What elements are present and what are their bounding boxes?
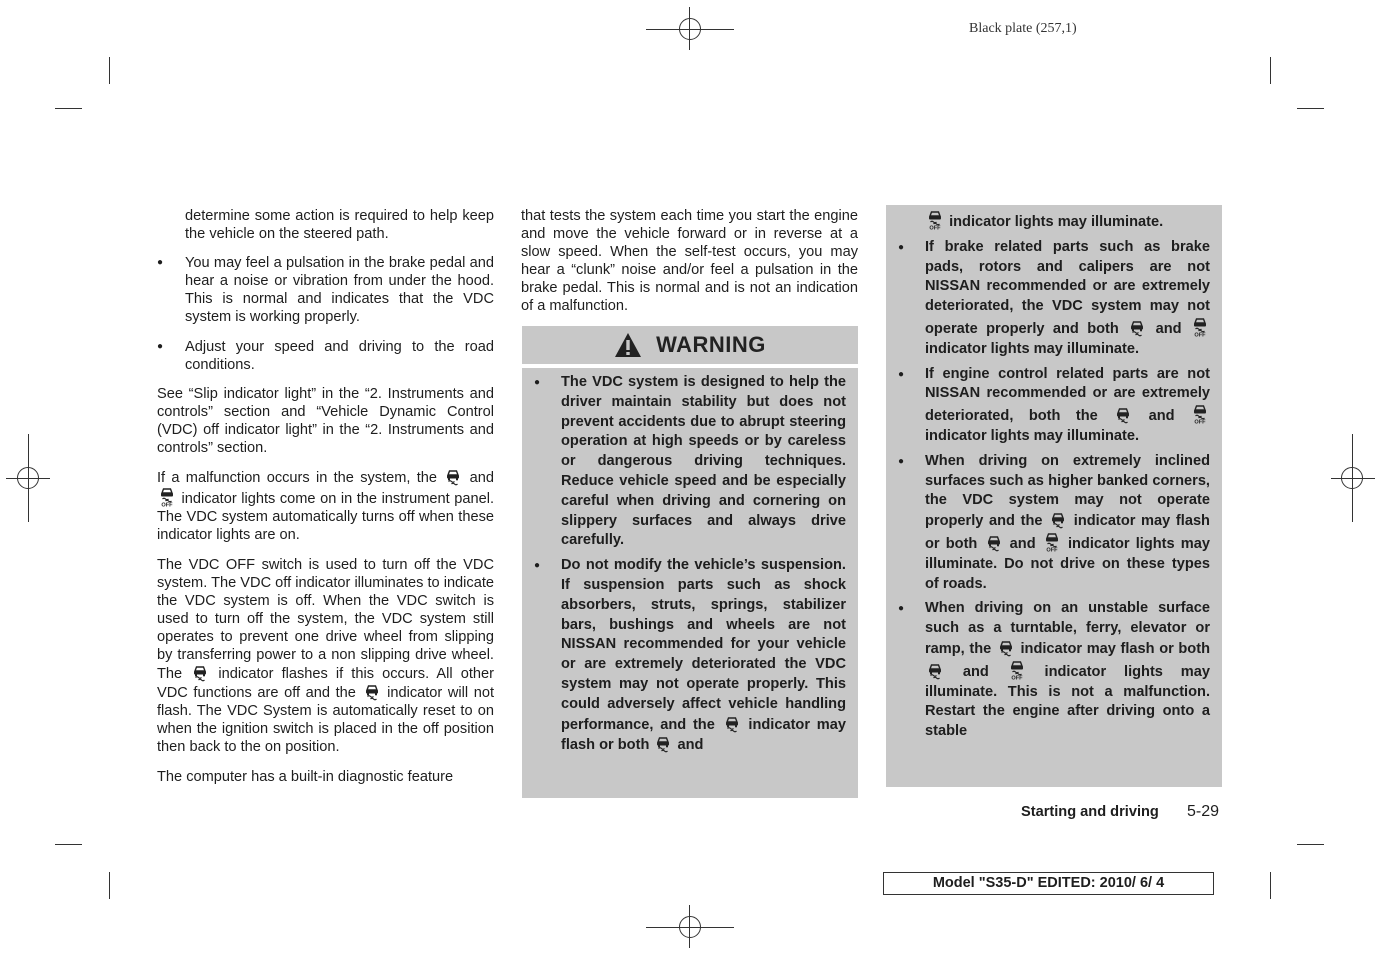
vdc-off-indicator-icon [1192,404,1208,424]
paragraph: The computer has a built-in diagnostic feature [157,768,454,785]
vdc-off-indicator-icon [927,210,943,230]
plate-label: Black plate (257,1) [969,21,1077,36]
bullet-item: ● Adjust your speed and driving to the road conditions. [157,338,494,374]
column-middle [521,207,858,316]
vdc-slip-indicator-icon [1050,511,1066,529]
svg-text:OFF: OFF [1011,675,1023,680]
vdc-slip-indicator-icon [192,664,208,682]
vdc-slip-indicator-icon [655,735,671,753]
warning-bullet: ● If brake related parts such as brake pads, rotors and calipers are not NISSAN recommended or are extremely deteriorated, the VDC system may not operate properly and both and OFF indicator lights may illuminate. [898,238,1210,360]
vdc-slip-indicator-icon [986,534,1002,552]
vdc-off-indicator-icon [1192,317,1208,337]
warning-bullet: ● When driving on extremely inclined surfaces such as higher banked corners, the VDC system may not operate properly and the indicator may flash or both and OFF indicator lights may illuminate. Do not drive on these types of roads. [898,452,1210,595]
section-name: Starting and driving [1021,804,1159,820]
vdc-slip-indicator-icon [1129,319,1145,337]
paragraph: that tests the system each time you start the engine and move the vehicle forward or in reverse at a slow speed. When the self-test occurs, you may hear a “clunk” noise and/or feel a pulsation in the brake pedal. This is normal and is not an indication of a malfunction. [521,208,858,315]
bullet-item: ● You may feel a pulsation in the brake pedal and hear a noise or vibration from under the hood. This is normal and indicates that the VDC system is working properly. [157,254,494,326]
svg-text:OFF: OFF [1046,547,1058,552]
warning-box [522,326,858,798]
svg-text:OFF: OFF [1194,419,1206,425]
warning-bullet: ● The VDC system is designed to help the driver maintain stability but does not prevent accidents due to abrupt steering operation at high speeds or by careless or dangerous driving techniques. Reduce vehicle speed and be especially careful when driving and cornering on slippery surfaces and always drive carefully. [534,373,846,551]
vdc-off-indicator-icon [1009,660,1025,680]
vdc-off-indicator-icon [1044,532,1060,552]
warning-continued-box [886,205,1222,787]
svg-text:OFF: OFF [161,502,173,508]
page-number: 5-29 [1187,803,1220,820]
paragraph: OFF indicator lights may illuminate. [898,210,1210,233]
vdc-slip-indicator-icon [445,468,461,486]
warning-continued-body [898,210,1210,747]
svg-text:OFF: OFF [929,225,941,230]
divider [522,364,858,368]
warning-title: WARNING [656,331,766,357]
warning-triangle-icon [614,332,642,358]
vdc-slip-indicator-icon [1115,406,1131,424]
warning-bullet: ● When driving on an unstable surface such as a turntable, ferry, elevator or ramp, the indicator may flash or both and OFF indicator lights may illuminate. This is not a malfunction. Restart the engine after driving onto a stable [898,599,1210,742]
vdc-off-indicator-icon [159,487,175,507]
warning-body [534,373,846,761]
vdc-slip-indicator-icon [927,662,943,680]
paragraph-malfunction: If a malfunction occurs in the system, the and OFF indicator lights come on in the instrument panel. The VDC system automatically turns off when these indicator lights are on. [157,470,494,544]
warning-bullet: ● Do not modify the vehicle’s suspension. If suspension parts such as shock absorbers, struts, springs, stabilizer bars, bushings and wheels are not NISSAN recommended for your vehicle or are extremely deteriorated the VDC system may not operate properly. This could adversely affect vehicle handling performance, and the indicator may flash or both and [534,556,846,756]
paragraph-vdc-off: The VDC OFF switch is used to turn off the VDC system. The VDC off indicator illuminates to indicate the VDC system is off. When the VDC switch is used to turn off the system, the VDC system still operates to prevent one drive wheel from slipping by transferring power to a non slipping drive wheel. The indicator flashes if this occurs. All other VDC functions are off and the indicator will not flash. The VDC System is automatically reset to on when the ignition switch is placed in the off position then back to the on position. [157,556,495,756]
warning-header [522,326,858,363]
svg-text:OFF: OFF [1194,332,1206,337]
column-left [157,207,494,797]
warning-bullet: ● If engine control related parts are not NISSAN recommended or are extremely deteriorated, both the and OFF indicator lights may illuminate. [898,365,1210,447]
paragraph: See “Slip indicator light” in the “2. Instruments and controls” section and “Vehicle Dynamic Control (VDC) off indicator light” in the “2. Instruments and controls” section. [157,385,494,457]
vdc-slip-indicator-icon [364,683,380,701]
paragraph: determine some action is required to help keep the vehicle on the steered path. [185,208,494,243]
vdc-slip-indicator-icon [724,715,740,733]
vdc-slip-indicator-icon [998,639,1014,657]
model-stamp: Model "S35-D" EDITED: 2010/ 6/ 4 [883,872,1214,895]
